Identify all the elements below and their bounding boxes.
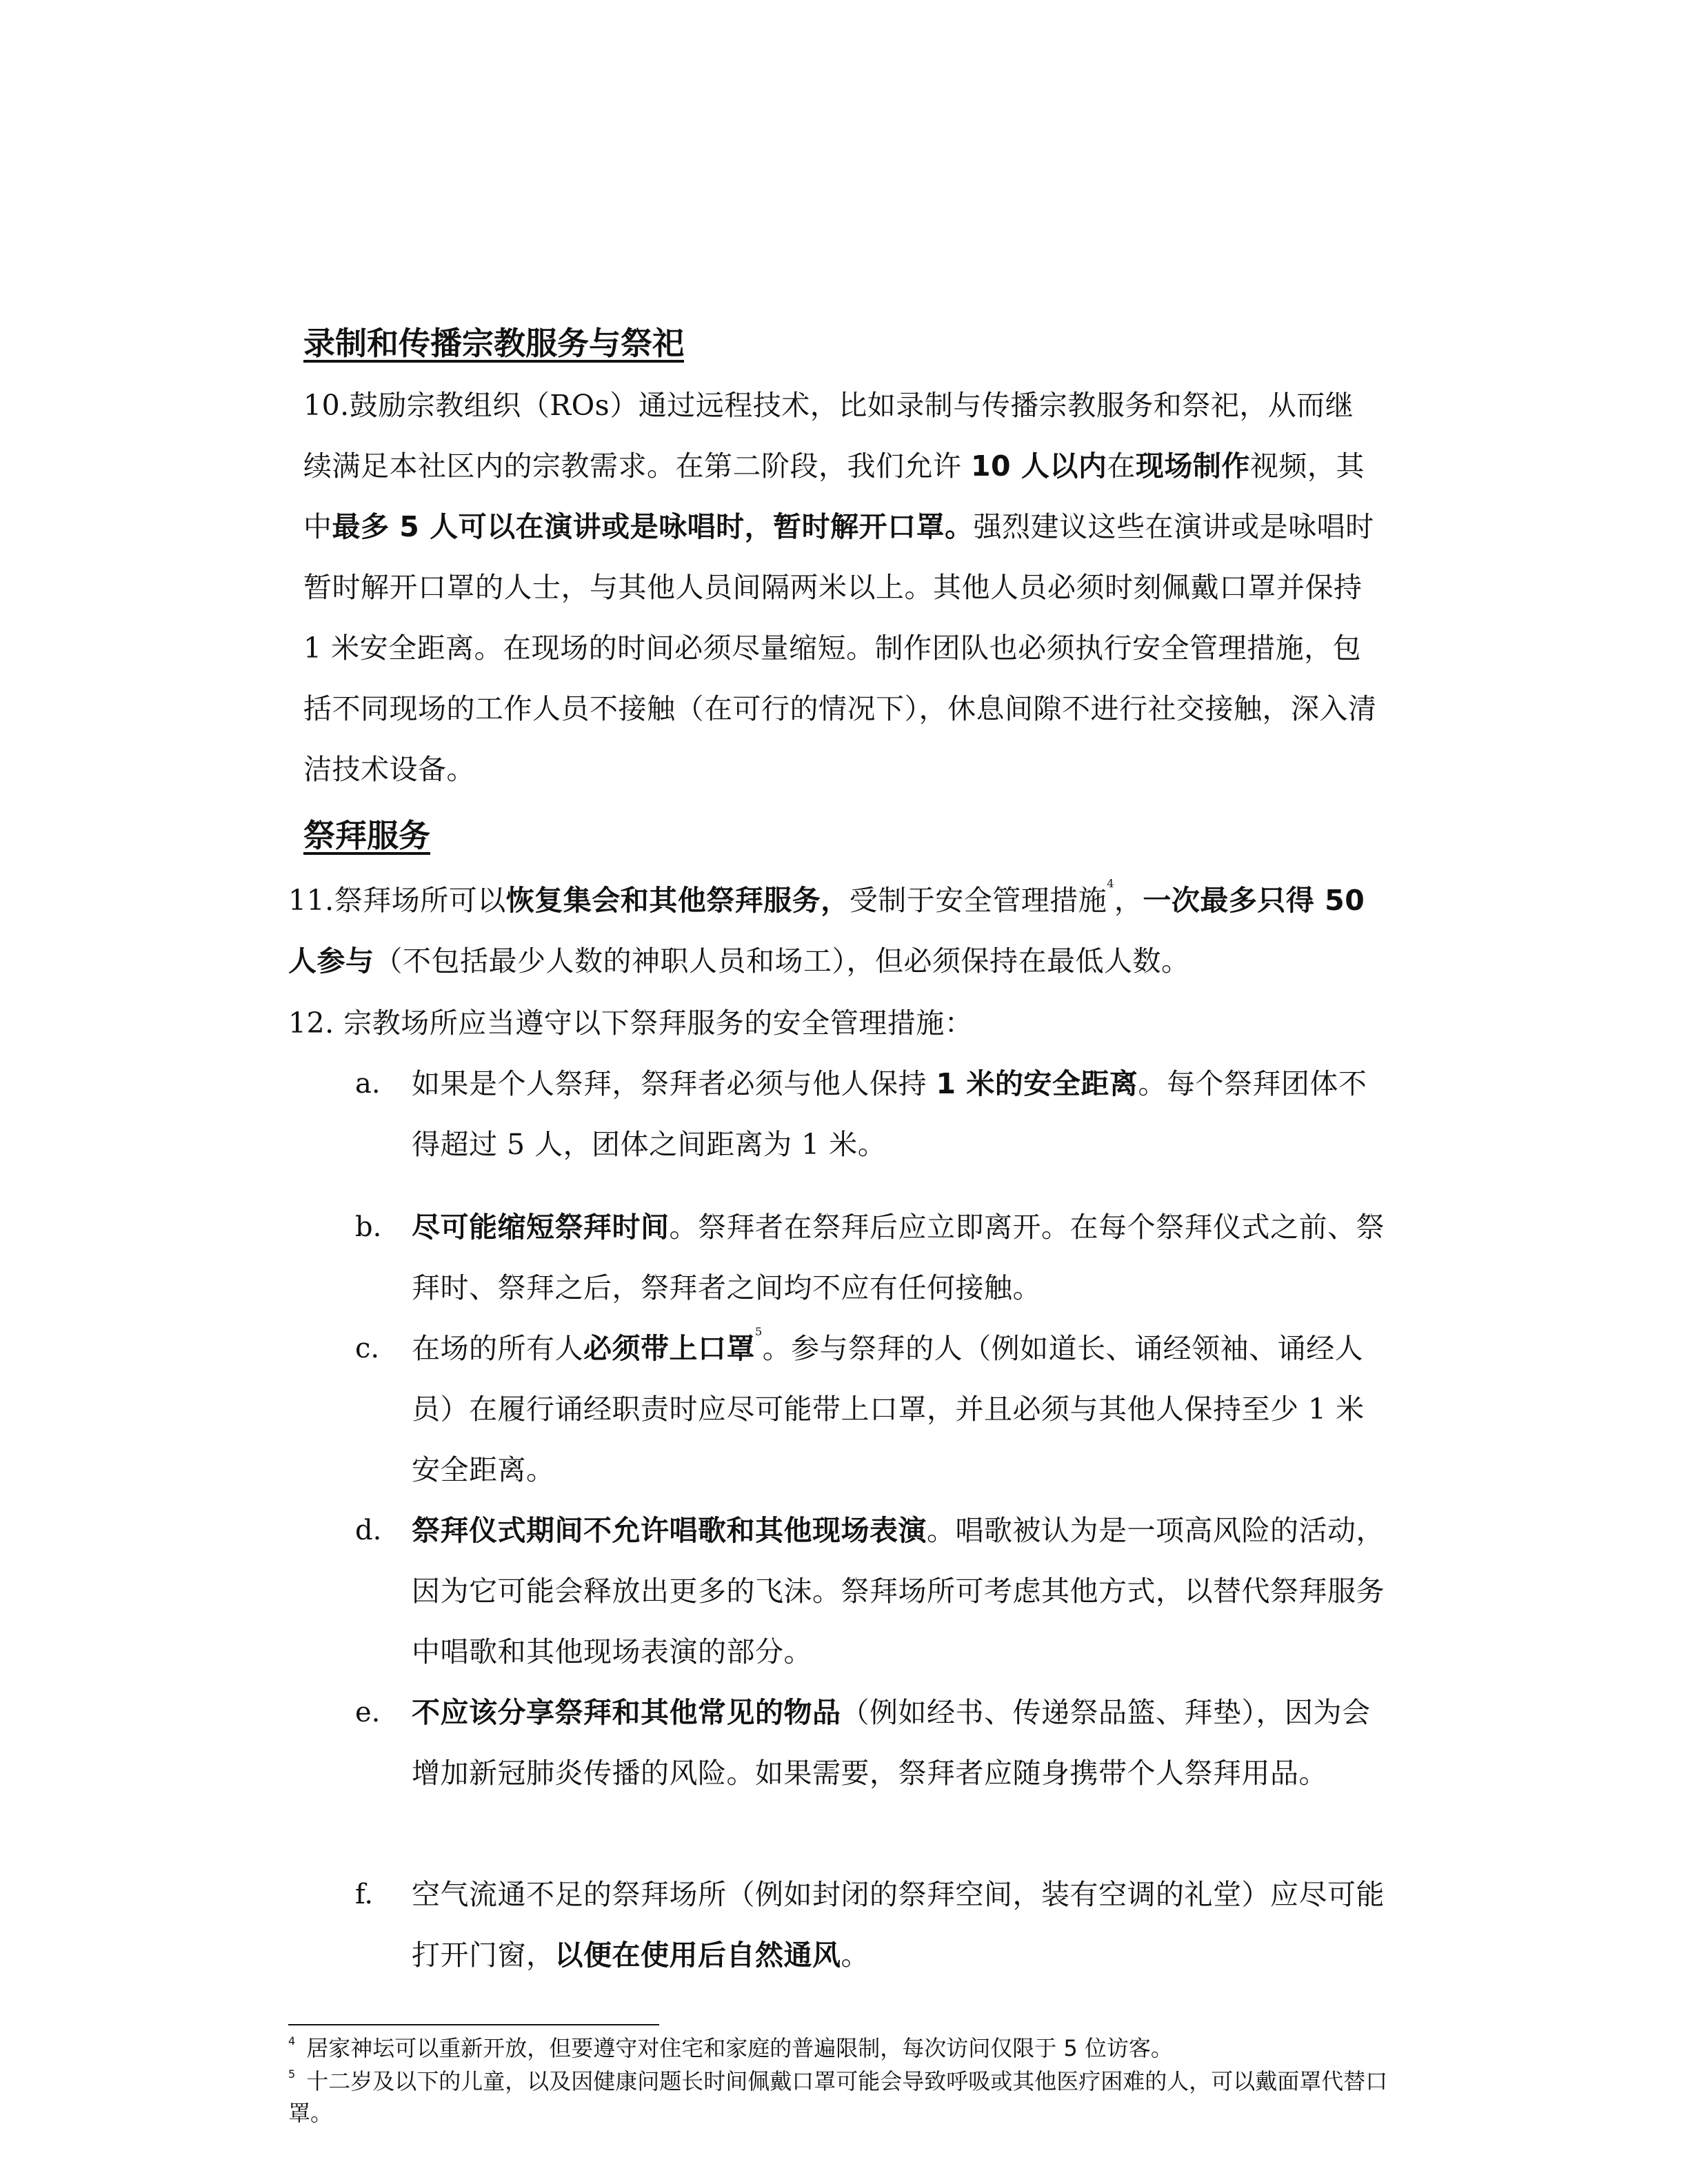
list-item-body: [412, 1682, 1391, 1803]
p11-text-2: 受制于安全管理措施: [849, 884, 1107, 917]
item-c-text-1: 在场的所有人: [412, 1332, 583, 1365]
list-item-label: b.: [355, 1211, 382, 1243]
footnote-text: 十二岁及以下的儿童，以及因健康问题长时间佩戴口罩可能会导致呼吸或其他医疗困难的人，可以戴面罩代替口罩。: [288, 2068, 1388, 2126]
list-item-label: f.: [355, 1879, 374, 1910]
paragraph-12: 12. 宗教场所应当遵守以下祭拜服务的安全管理措施：: [288, 1007, 974, 1040]
p11-text-4: （不包括最少人数的神职人员和场工），但必须保持在最低人数。: [374, 944, 1190, 978]
list-item-body: [412, 1500, 1391, 1682]
p10-text-3: 视频，其中: [303, 449, 1365, 543]
footnote-separator: [288, 2024, 659, 2025]
p11-text-3: ，: [1114, 884, 1143, 917]
list-item-label: c.: [355, 1333, 380, 1364]
item-c-bold-1: 必须带上口罩: [583, 1332, 755, 1365]
p10-text-1: 10.鼓励宗教组织（ROs）通过远程技术，比如录制与传播宗教服务和祭祀，从而继续满足本社区内的宗教需求。在第二阶段，我们允许: [303, 389, 1354, 483]
list-item-label: d.: [355, 1515, 382, 1546]
list-item-body: [412, 1864, 1391, 1985]
footnote-ref-4[interactable]: 4: [1107, 877, 1114, 890]
section-heading-worship: 祭拜服务: [303, 817, 430, 854]
item-b-text-1: 。祭拜者在祭拜后应立即离开。在每个祭拜仪式之前、祭拜时、祭拜之后，祭拜者之间均不应有任何接触。: [412, 1211, 1385, 1304]
item-d-bold-1: 祭拜仪式期间不允许唱歌和其他现场表演: [412, 1514, 927, 1547]
item-b-bold-1: 尽可能缩短祭拜时间: [412, 1211, 670, 1244]
p10-text-4: 强烈建议这些在演讲或是咏唱时暂时解开口罩的人士，与其他人员间隔两米以上。其他人员必须时刻佩戴口罩并保持 1 米安全距离。在现场的时间必须尽量缩短。制作团队也必须执行安全管理措施，包括不同现场的工作人员不接触（在可行的情况下），休息间隙不进行社交接触，深入清洁技术设备。: [303, 510, 1377, 786]
item-f-bold-1: 以便在使用后自然通风: [554, 1939, 841, 1972]
list-item-body: [412, 1053, 1391, 1175]
p11-bold-2: 一次最多只得 50 人参与: [288, 884, 1365, 978]
list-item-label: e.: [355, 1697, 381, 1728]
p11-bold-1: 恢复集会和其他祭拜服务，: [505, 884, 850, 917]
footnote-text: 居家神坛可以重新开放，但要遵守对住宅和家庭的普遍限制，每次访问仅限于 5 位访客。: [306, 2035, 1173, 2061]
item-e-text-1: （例如经书、传递祭品篮、拜垫），因为会增加新冠肺炎传播的风险。如果需要，祭拜者应随身携带个人祭拜用品。: [412, 1696, 1371, 1790]
item-f-text-2: 。: [841, 1939, 870, 1972]
footnote-ref-5[interactable]: 5: [755, 1325, 763, 1338]
p10-bold-3: 最多 5 人可以在演讲或是咏唱时，暂时解开口罩。: [332, 510, 974, 543]
footnote-5: [288, 2065, 1391, 2129]
p11-text-1: 11.祭拜场所可以: [288, 884, 506, 917]
p10-bold-2: 现场制作: [1135, 449, 1250, 483]
item-c-text-2: 。参与祭拜的人（例如道长、诵经领袖、诵经人员）在履行诵经职责时应尽可能带上口罩，并且必须与其他人保持至少 1 米安全距离。: [412, 1332, 1365, 1486]
paragraph-10: [303, 375, 1379, 800]
item-a-text-2: 。每个祭拜团体不得超过 5 人，团体之间距离为 1 米。: [412, 1067, 1367, 1161]
list-item-label: a.: [355, 1068, 381, 1100]
item-a-bold-1: 1 米的安全距离: [936, 1067, 1138, 1100]
footnote-number: 5: [288, 2067, 296, 2081]
section-heading-recording: 录制和传播宗教服务与祭祀: [303, 325, 684, 362]
footnote-number: 4: [288, 2034, 296, 2048]
p10-bold-1: 10 人以内: [971, 449, 1107, 483]
item-e-bold-1: 不应该分享祭拜和其他常见的物品: [412, 1696, 841, 1729]
item-a-text-1: 如果是个人祭拜，祭拜者必须与他人保持: [412, 1067, 936, 1100]
p10-text-2: 在: [1107, 449, 1136, 483]
footnote-4: [288, 2032, 1391, 2064]
paragraph-11: [288, 870, 1379, 991]
item-d-text-1: 。唱歌被认为是一项高风险的活动，因为它可能会释放出更多的飞沫。祭拜场所可考虑其他方式，以替代祭拜服务中唱歌和其他现场表演的部分。: [412, 1514, 1385, 1668]
item-f-text-1: 空气流通不足的祭拜场所（例如封闭的祭拜空间，装有空调的礼堂）应尽可能打开门窗，: [412, 1878, 1385, 1972]
list-item-body: [412, 1318, 1391, 1500]
list-item-body: [412, 1197, 1391, 1318]
